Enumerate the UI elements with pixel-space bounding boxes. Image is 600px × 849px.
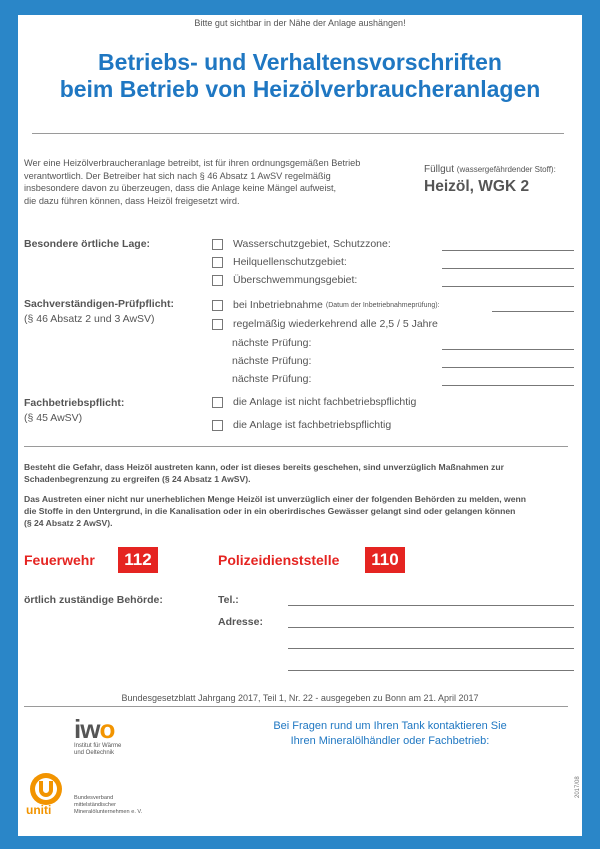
iwo-logo xyxy=(74,715,121,757)
warning-line: die Stoffe in den Untergrund, in die Kanalisation oder in ein oberirdisches Gewässer gelangt sind oder gelangen können xyxy=(24,506,516,516)
uniti-subtitle-line: Bundesverband xyxy=(74,795,114,801)
iwo-subtitle-line: und Oeltechnik xyxy=(74,750,115,756)
authority-label xyxy=(24,593,163,608)
pruefpflicht-sublabel: (§ 46 Absatz 2 und 3 AwSV) xyxy=(24,313,155,325)
checkbox[interactable] xyxy=(212,239,223,250)
fachbetrieb-sublabel: (§ 45 AwSV) xyxy=(24,412,83,424)
checkbox[interactable] xyxy=(212,275,223,286)
next-check-1 xyxy=(232,337,311,349)
checkbox[interactable] xyxy=(212,420,223,431)
lage-option-wasserschutz[interactable] xyxy=(212,238,391,250)
uniti-subtitle-line: mittelständischer xyxy=(74,802,116,808)
warning-line: Besteht die Gefahr, dass Heizöl austreten kann, oder ist dieses bereits geschehen, sind unverzüglich Maßnahmen zur xyxy=(24,462,504,472)
next-check-label: nächste Prüfung: xyxy=(232,337,312,349)
fill-line-ueberschwemmung[interactable] xyxy=(442,286,574,287)
address-fill-line-2[interactable] xyxy=(288,648,574,649)
intro-line: insbesondere davon zu überzeugen, dass die Anlage keine Mängel aufweist, xyxy=(24,183,337,194)
fachbetrieb-option-nicht[interactable] xyxy=(212,396,416,408)
warning-damage-limit xyxy=(24,461,574,485)
fachbetrieb-label-text: Fachbetriebspflicht: xyxy=(24,397,125,409)
checkbox[interactable] xyxy=(212,397,223,408)
page-title xyxy=(18,49,582,103)
checkbox[interactable] xyxy=(212,300,223,311)
address-label-text: Adresse: xyxy=(218,616,263,628)
option-label: Heilquellenschutzgebiet: xyxy=(233,256,347,268)
warning-line: Schadenbegrenzung zu ergreifen (§ 24 Absatz 1 AwSV). xyxy=(24,474,251,484)
iwo-logo-text: iwo xyxy=(74,714,115,744)
title-line-2: beim Betrieb von Heizölverbraucheranlagen xyxy=(59,76,541,102)
option-label: Wasserschutzgebiet, Schutzzone: xyxy=(233,238,391,250)
fuellgut-note: (wassergefährdender Stoff): xyxy=(456,165,556,174)
police-label: Polizeidienststelle xyxy=(218,552,340,568)
tel-label xyxy=(218,593,239,608)
next-check-3 xyxy=(232,373,311,385)
lage-option-heilquellen[interactable] xyxy=(212,256,347,268)
checkbox[interactable] xyxy=(212,257,223,268)
uniti-subtitle xyxy=(74,795,142,816)
document-sheet xyxy=(18,15,582,836)
footer-divider xyxy=(24,706,568,707)
intro-line: Wer eine Heizölverbraucheranlage betreibt, ist für ihren ordnungsgemäßen Betrieb xyxy=(24,158,361,168)
fuellgut-label-text: Füllgut xyxy=(424,164,455,175)
pruef-option-inbetriebnahme[interactable] xyxy=(212,299,440,311)
pruefpflicht-label xyxy=(24,297,174,327)
fire-label: Feuerwehr xyxy=(24,552,95,568)
contact-note xyxy=(218,719,562,749)
address-label xyxy=(218,615,263,630)
tel-label-text: Tel.: xyxy=(218,594,239,606)
checkbox[interactable] xyxy=(212,319,223,330)
title-line-1: Betriebs- und Verhaltensvorschriften xyxy=(98,49,502,75)
intro-text xyxy=(24,157,394,207)
fill-line-next-1[interactable] xyxy=(442,349,574,350)
option-label: die Anlage ist nicht fachbetriebspflichtig xyxy=(233,396,417,408)
next-check-label: nächste Prüfung: xyxy=(232,355,312,367)
next-check-label: nächste Prüfung: xyxy=(232,373,312,385)
bgbl-note: Bundesgesetzblatt Jahrgang 2017, Teil 1, Nr. 22 - ausgegeben zu Bonn am 21. April 2017 xyxy=(121,693,479,703)
next-check-2 xyxy=(232,355,311,367)
fill-line-inbetriebnahme[interactable] xyxy=(492,311,574,312)
pruefpflicht-label-text: Sachverständigen-Prüfpflicht: xyxy=(24,298,174,310)
iwo-subtitle xyxy=(74,743,121,757)
fachbetrieb-label xyxy=(24,396,124,426)
uniti-logo xyxy=(26,771,70,822)
lage-label xyxy=(24,237,150,252)
intro-line: die dazu führen können, dass Heizöl freigesetzt wird. xyxy=(24,195,240,206)
uniti-logo-text: uniti xyxy=(26,803,52,817)
option-note: (Datum der Inbetriebnahmeprüfung): xyxy=(325,301,440,309)
contact-note-line: Bei Fragen rund um Ihren Tank kontaktieren Sie xyxy=(273,720,507,732)
fill-line-heilquellen[interactable] xyxy=(442,268,574,269)
warning-line: Das Austreten einer nicht nur unerheblichen Menge Heizöl ist unverzüglich einer der folgenden Behörden zu melden, wenn xyxy=(24,494,527,504)
warning-report xyxy=(24,493,574,529)
intro-line: verantwortlich. Der Betreiber hat sich nach § 46 Absatz 1 AwSV regelmäßig xyxy=(24,170,331,181)
iwo-subtitle-line: Institut für Wärme xyxy=(74,743,122,749)
option-label: die Anlage ist fachbetriebspflichtig xyxy=(233,419,392,431)
fill-line-next-3[interactable] xyxy=(442,385,574,386)
pruef-option-regelmaessig[interactable] xyxy=(212,318,438,330)
fachbetrieb-option-pflichtig[interactable] xyxy=(212,419,391,431)
address-fill-line-3[interactable] xyxy=(288,670,574,671)
lage-label-text: Besondere örtliche Lage: xyxy=(24,238,151,250)
warning-line: (§ 24 Absatz 2 AwSV). xyxy=(24,518,113,528)
authority-label-text: örtlich zuständige Behörde: xyxy=(24,594,163,606)
tel-fill-line[interactable] xyxy=(288,605,574,606)
version-code: 2017/08 xyxy=(575,776,581,798)
option-label: regelmäßig wiederkehrend alle 2,5 / 5 Jahre xyxy=(233,318,438,330)
option-label: Überschwemmungsgebiet: xyxy=(233,274,358,286)
fill-line-wasserschutz[interactable] xyxy=(442,250,574,251)
section-divider xyxy=(24,446,568,447)
fuellgut-label xyxy=(424,164,556,175)
option-label: bei Inbetriebnahme xyxy=(233,299,323,311)
police-number: 110 xyxy=(365,547,405,573)
address-fill-line-1[interactable] xyxy=(288,627,574,628)
uniti-subtitle-line: Mineralölunternehmen e. V. xyxy=(74,809,143,815)
fill-line-next-2[interactable] xyxy=(442,367,574,368)
lage-option-ueberschwemmung[interactable] xyxy=(212,274,357,286)
fuellgut-value: Heizöl, WGK 2 xyxy=(424,178,530,195)
top-note: Bitte gut sichtbar in der Nähe der Anlage aushängen! xyxy=(194,18,406,28)
title-divider xyxy=(32,133,564,134)
fire-number: 112 xyxy=(118,547,158,573)
contact-note-line: Ihren Mineralölhändler oder Fachbetrieb: xyxy=(290,735,490,747)
